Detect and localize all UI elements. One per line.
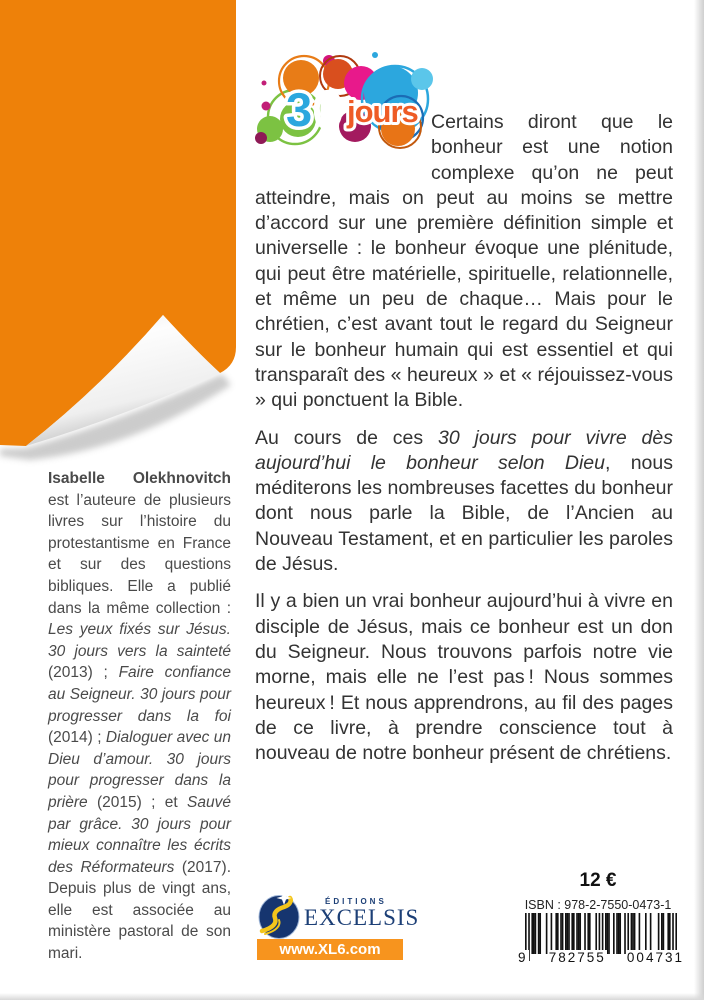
text-segment: Il y a bien un vrai bonheur aujourd’hui à vivre en disciple de Jésus, mais ce bonheur est un don du Seigneur. Nous trouvons parfois notre vie morne, mais elle ne l’est pas ! Nous sommes heureux ! Et nous apprendrons, au fil des pages de ce livre, à prendre conscience tout à nouveau de notre bonheur présent de chrétiens. <box>255 590 673 765</box>
text-segment: Sauvé par grâce. 30 jours pour mieux connaître les écrits des Réformateurs <box>48 793 231 876</box>
publisher-name: EXCELSIS <box>304 905 420 930</box>
text-segment: Faire confiance au Seigneur. 30 jours pour progresser dans la foi <box>48 664 231 725</box>
text-segment: , nous méditerons les nombreuses facettes du bonheur dont nous parle la Bible, de l’Ancien au Nouveau Testament, et en particulier les paroles de Jésus. <box>255 451 674 576</box>
publisher-block <box>255 885 425 965</box>
logo-text-wrap-spacer <box>255 110 431 163</box>
text-segment: Certains diront que le bonheur est une notion complexe qu’on ne peut atteindre, mais on peut au moins se mettre d’accord sur une première définition simple et universelle : le bonheur évoque une plénitude, qui peut être matérielle, spirituelle, relationnelle, et même un peu de chaque… Mais pour le chrétien, c’est avant tout le regard du Seigneur sur le bonheur humain qui est essentiel et qui transparaît des « heureux » et « réjouissez-vous » qui ponctuent la Bible. <box>255 111 673 412</box>
page-right-edge <box>694 0 704 1000</box>
sale-info-block <box>500 868 696 980</box>
barcode-digit-lead: 9 <box>518 950 528 965</box>
text-segment: (2014) ; <box>48 729 106 747</box>
publisher-website: www.XL6.com <box>279 941 381 958</box>
editions-label: ÉDITIONS <box>325 897 387 906</box>
excelsis-logo-icon <box>257 890 301 940</box>
logo-digit-3: 3 <box>286 83 313 136</box>
text-segment: Au cours de ces <box>255 426 438 449</box>
blurb-paragraph-1 <box>255 110 673 414</box>
paragraph-text <box>255 590 673 764</box>
orange-cover-band <box>0 0 260 490</box>
text-segment: (2013) ; <box>48 664 119 682</box>
text-segment: (2015) ; et <box>87 793 188 811</box>
blurb-paragraph-2 <box>255 426 673 578</box>
price: 12 € <box>579 870 617 891</box>
paragraph-text <box>255 427 673 575</box>
isbn-number: ISBN : 978-2-7550-0473-1 <box>524 898 672 912</box>
text-segment: (2017). Depuis plus de vingt ans, elle est associée au ministère pastoral de son mari. <box>48 858 231 963</box>
author-bio-text <box>48 470 231 962</box>
logo-word-jours: jours <box>347 94 418 129</box>
barcode-digit-group2: 004731 <box>626 950 684 965</box>
barcode-digits <box>517 950 685 965</box>
text-segment: Dialoguer avec un Dieu d’amour. 30 jours pour progresser dans la prière <box>48 729 231 811</box>
back-cover-blurb <box>255 110 673 778</box>
text-segment: Les yeux fixés sur Jésus. 30 jours vers la sainteté <box>48 621 231 660</box>
text-segment: est l’auteure de plusieurs livres sur l’histoire du protestantisme en France et sur des questions bibliques. Elle a publié dans la même collection : <box>48 491 231 617</box>
page-bottom-edge <box>0 993 704 1000</box>
logo-digit-0: 0 <box>315 83 342 136</box>
author-bio <box>48 468 231 965</box>
text-segment: 30 jours pour vivre dès aujourd’hui le bonheur selon Dieu <box>255 426 673 474</box>
publisher-website-bar <box>257 939 403 960</box>
blurb-paragraph-3 <box>255 589 673 766</box>
barcode-digit-group1: 782755 <box>548 950 606 965</box>
barcode <box>518 913 684 965</box>
text-segment: Isabelle Olekhnovitch <box>48 470 231 487</box>
